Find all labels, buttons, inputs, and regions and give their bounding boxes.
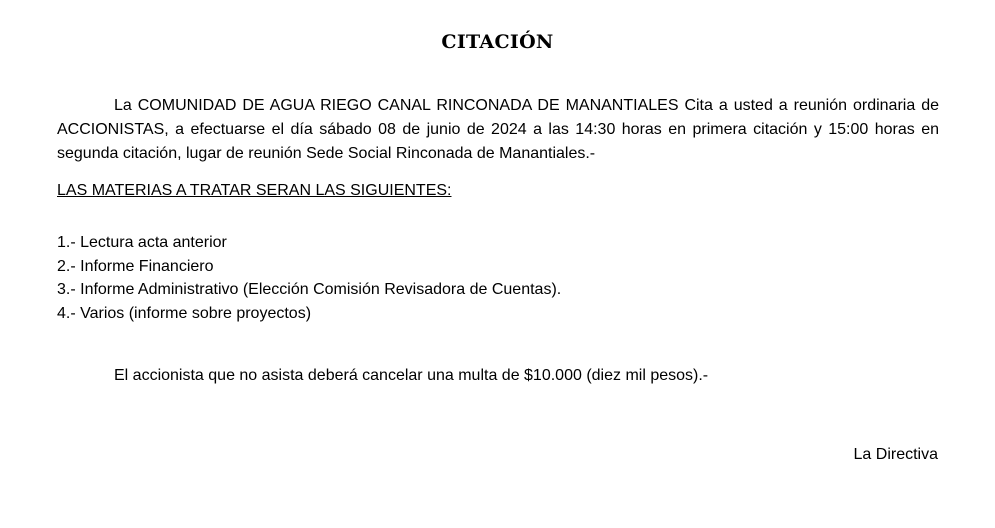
signature: La Directiva: [853, 446, 938, 463]
agenda-item: 4.- Varios (informe sobre proyectos): [57, 304, 312, 322]
subjects-heading: LAS MATERIAS A TRATAR SERAN LAS SIGUIENTES:: [57, 182, 452, 199]
agenda-list: [57, 231, 561, 325]
agenda-item: 2.- Informe Financiero: [57, 257, 214, 275]
document-title: CITACIÓN: [441, 31, 554, 53]
intro-paragraph: La COMUNIDAD DE AGUA RIEGO CANAL RINCONADA DE MANANTIALES Cita a usted a reunión ordinaria de ACCIONISTAS, a efectuarse el día sábado 08 de junio de 2024 a las 14:30 horas en primera citación y 15:00 horas en segunda citación, lugar de reunión Sede Social Rinconada de Manantiales.-: [57, 97, 939, 162]
agenda-item: 3.- Informe Administrativo (Elección Comisión Revisadora de Cuentas).: [57, 281, 562, 298]
agenda-item: 1.- Lectura acta anterior: [57, 234, 227, 251]
fine-notice: El accionista que no asista deberá cancelar una multa de $10.000 (diez mil pesos).-: [114, 367, 709, 384]
